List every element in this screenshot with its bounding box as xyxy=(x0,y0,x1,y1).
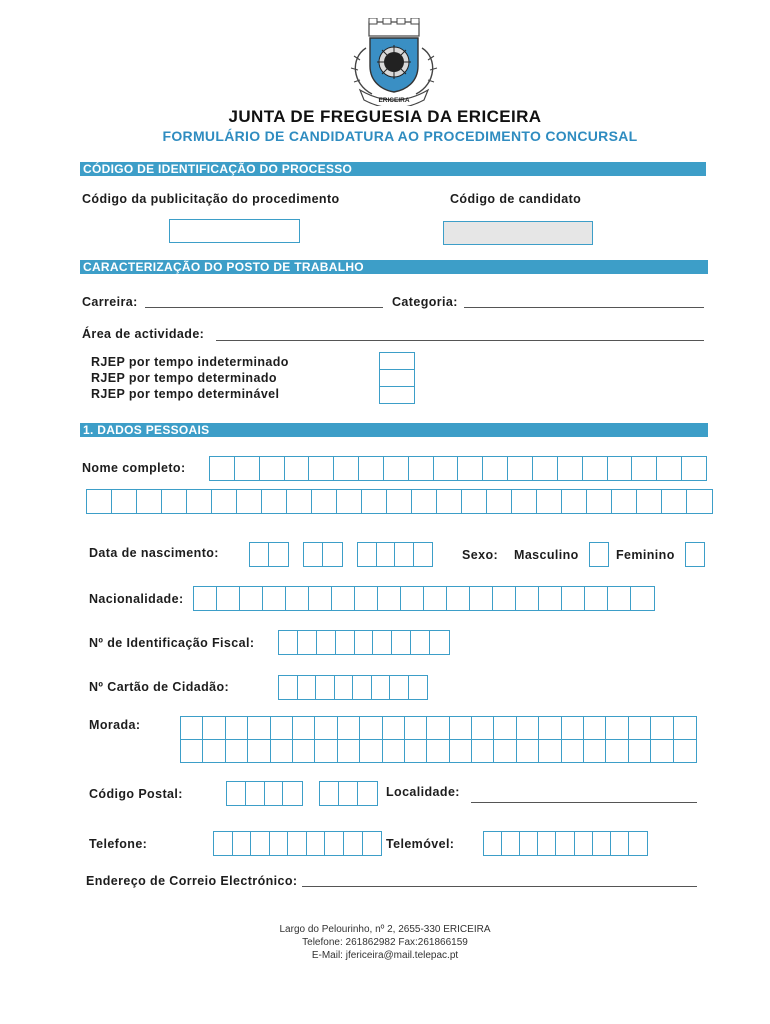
character-cell[interactable] xyxy=(389,675,409,700)
character-cell[interactable] xyxy=(583,716,607,740)
character-cell[interactable] xyxy=(225,739,249,763)
character-cell[interactable] xyxy=(262,586,287,611)
character-cell[interactable] xyxy=(234,456,260,481)
address-field-line2[interactable] xyxy=(180,739,695,763)
career-field[interactable] xyxy=(145,306,383,308)
character-cell[interactable] xyxy=(359,739,383,763)
character-cell[interactable] xyxy=(404,739,428,763)
character-cell[interactable] xyxy=(306,831,326,856)
character-cell[interactable] xyxy=(561,489,588,514)
character-cell[interactable] xyxy=(607,586,632,611)
character-cell[interactable] xyxy=(636,489,663,514)
character-cell[interactable] xyxy=(269,831,289,856)
character-cell[interactable] xyxy=(337,716,361,740)
character-cell[interactable] xyxy=(408,456,434,481)
character-cell[interactable] xyxy=(382,739,406,763)
character-cell[interactable] xyxy=(433,456,459,481)
character-cell[interactable] xyxy=(297,675,317,700)
character-cell[interactable] xyxy=(586,489,613,514)
character-cell[interactable] xyxy=(413,542,433,567)
character-cell[interactable] xyxy=(404,716,428,740)
page-title: JUNTA DE FREGUESIA DA ERICEIRA xyxy=(228,107,542,126)
character-cell[interactable] xyxy=(226,781,246,806)
character-cell[interactable] xyxy=(532,456,558,481)
character-cell[interactable] xyxy=(308,456,334,481)
character-cell[interactable] xyxy=(209,456,235,481)
character-cell[interactable] xyxy=(661,489,688,514)
postal-code-field-main[interactable] xyxy=(226,781,301,806)
female-checkbox[interactable] xyxy=(685,542,705,567)
character-cell[interactable] xyxy=(631,456,657,481)
activity-area-field[interactable] xyxy=(216,339,704,341)
category-field[interactable] xyxy=(464,306,704,308)
character-cell[interactable] xyxy=(592,831,612,856)
character-cell[interactable] xyxy=(311,489,338,514)
character-cell[interactable] xyxy=(516,739,540,763)
character-cell[interactable] xyxy=(492,586,517,611)
character-cell[interactable] xyxy=(211,489,238,514)
character-cell[interactable] xyxy=(493,739,517,763)
character-cell[interactable] xyxy=(264,781,284,806)
character-cell[interactable] xyxy=(394,542,414,567)
character-cell[interactable] xyxy=(357,542,377,567)
birth-day-field[interactable] xyxy=(249,542,287,567)
crest-logo xyxy=(346,18,442,106)
character-cell[interactable] xyxy=(471,739,495,763)
character-cell[interactable] xyxy=(686,489,713,514)
character-cell[interactable] xyxy=(358,456,384,481)
nationality-label: Nacionalidade: xyxy=(89,592,184,606)
character-cell[interactable] xyxy=(515,586,540,611)
character-cell[interactable] xyxy=(584,586,609,611)
section-heading-post: CARACTERIZAÇÃO DO POSTO DE TRABALHO xyxy=(80,260,708,274)
character-cell[interactable] xyxy=(193,586,218,611)
character-cell[interactable] xyxy=(338,781,359,806)
activity-area-label: Área de actividade: xyxy=(82,327,205,341)
rjep-option-indeterminate: RJEP por tempo indeterminado xyxy=(91,355,289,369)
character-cell[interactable] xyxy=(537,831,557,856)
character-cell[interactable] xyxy=(136,489,163,514)
mobile-field[interactable] xyxy=(483,831,646,856)
character-cell[interactable] xyxy=(486,489,513,514)
male-label: Masculino xyxy=(514,548,579,562)
character-cell[interactable] xyxy=(446,586,471,611)
character-cell[interactable] xyxy=(357,781,378,806)
character-cell[interactable] xyxy=(372,630,392,655)
character-cell[interactable] xyxy=(471,716,495,740)
postal-code-label: Código Postal: xyxy=(89,787,183,801)
candidate-code-label: Código de candidato xyxy=(450,192,582,206)
page-subtitle: FORMULÁRIO DE CANDIDATURA AO PROCEDIMENTO CONCURSAL xyxy=(162,128,638,144)
character-cell[interactable] xyxy=(650,739,674,763)
full-name-label: Nome completo: xyxy=(82,461,186,475)
footer-phones: Telefone: 261862982 Fax:261866159 xyxy=(302,937,468,948)
character-cell[interactable] xyxy=(225,716,249,740)
character-cell[interactable] xyxy=(239,586,264,611)
footer-email: E-Mail: jfericeira@mail.telepac.pt xyxy=(311,950,459,961)
birth-month-field[interactable] xyxy=(303,542,341,567)
category-label: Categoria: xyxy=(392,295,458,309)
character-cell[interactable] xyxy=(436,489,463,514)
character-cell[interactable] xyxy=(673,716,697,740)
character-cell[interactable] xyxy=(247,716,271,740)
character-cell[interactable] xyxy=(270,716,294,740)
character-cell[interactable] xyxy=(297,630,317,655)
character-cell[interactable] xyxy=(628,739,652,763)
character-cell[interactable] xyxy=(292,739,316,763)
character-cell[interactable] xyxy=(391,630,411,655)
character-cell[interactable] xyxy=(583,739,607,763)
rjep-option-determinate: RJEP por tempo determinado xyxy=(91,371,277,385)
character-cell[interactable] xyxy=(180,716,204,740)
locality-label: Localidade: xyxy=(386,785,460,799)
character-cell[interactable] xyxy=(278,675,298,700)
character-cell[interactable] xyxy=(324,831,344,856)
character-cell[interactable] xyxy=(359,716,383,740)
character-cell[interactable] xyxy=(292,716,316,740)
character-cell[interactable] xyxy=(561,739,585,763)
locality-field[interactable] xyxy=(471,801,697,803)
character-cell[interactable] xyxy=(673,739,697,763)
character-cell[interactable] xyxy=(382,716,406,740)
character-cell[interactable] xyxy=(284,456,310,481)
character-cell[interactable] xyxy=(610,831,630,856)
character-cell[interactable] xyxy=(216,586,241,611)
character-cell[interactable] xyxy=(376,542,396,567)
full-name-field-line2[interactable] xyxy=(86,489,711,514)
character-cell[interactable] xyxy=(538,586,563,611)
character-cell[interactable] xyxy=(354,586,379,611)
character-cell[interactable] xyxy=(278,630,298,655)
character-cell[interactable] xyxy=(261,489,288,514)
character-cell[interactable] xyxy=(319,781,340,806)
character-cell[interactable] xyxy=(259,456,285,481)
character-cell[interactable] xyxy=(482,456,508,481)
character-cell[interactable] xyxy=(337,739,361,763)
male-checkbox[interactable] xyxy=(589,542,609,567)
character-cell[interactable] xyxy=(555,831,575,856)
character-cell[interactable] xyxy=(383,456,409,481)
character-cell[interactable] xyxy=(493,716,517,740)
nationality-field[interactable] xyxy=(193,586,653,611)
character-cell[interactable] xyxy=(161,489,188,514)
character-cell[interactable] xyxy=(111,489,138,514)
character-cell[interactable] xyxy=(449,739,473,763)
character-cell[interactable] xyxy=(469,586,494,611)
character-cell[interactable] xyxy=(656,456,682,481)
character-cell[interactable] xyxy=(285,586,310,611)
character-cell[interactable] xyxy=(86,489,113,514)
character-cell[interactable] xyxy=(202,739,226,763)
character-cell[interactable] xyxy=(650,716,674,740)
character-cell[interactable] xyxy=(336,489,363,514)
character-cell[interactable] xyxy=(411,489,438,514)
character-cell[interactable] xyxy=(582,456,608,481)
character-cell[interactable] xyxy=(483,831,503,856)
nif-label: Nº de Identificação Fiscal: xyxy=(89,636,255,650)
character-cell[interactable] xyxy=(331,586,356,611)
sex-label: Sexo: xyxy=(462,548,499,562)
character-cell[interactable] xyxy=(538,739,562,763)
character-cell[interactable] xyxy=(247,739,271,763)
postal-code-field-suffix[interactable] xyxy=(319,781,376,806)
character-cell[interactable] xyxy=(314,739,338,763)
character-cell[interactable] xyxy=(186,489,213,514)
character-cell[interactable] xyxy=(245,781,265,806)
character-cell[interactable] xyxy=(457,456,483,481)
section-heading-process: CÓDIGO DE IDENTIFICAÇÃO DO PROCESSO xyxy=(80,162,706,176)
character-cell[interactable] xyxy=(315,675,335,700)
character-cell[interactable] xyxy=(516,716,540,740)
character-cell[interactable] xyxy=(628,831,648,856)
character-cell[interactable] xyxy=(335,630,355,655)
character-cell[interactable] xyxy=(270,739,294,763)
character-cell[interactable] xyxy=(286,489,313,514)
birth-date-label: Data de nascimento: xyxy=(89,546,219,560)
character-cell[interactable] xyxy=(333,456,359,481)
full-name-field-line1[interactable] xyxy=(209,456,706,481)
character-cell[interactable] xyxy=(362,831,382,856)
citizen-card-field[interactable] xyxy=(278,675,426,700)
character-cell[interactable] xyxy=(605,739,629,763)
character-cell[interactable] xyxy=(630,586,655,611)
character-cell[interactable] xyxy=(236,489,263,514)
character-cell[interactable] xyxy=(287,831,307,856)
character-cell[interactable] xyxy=(507,456,533,481)
character-cell[interactable] xyxy=(423,586,448,611)
character-cell[interactable] xyxy=(377,586,402,611)
footer-address: Largo do Pelourinho, nº 2, 2655-330 ERICEIRA xyxy=(279,924,491,935)
character-cell[interactable] xyxy=(400,586,425,611)
character-cell[interactable] xyxy=(607,456,633,481)
address-label: Morada: xyxy=(89,718,141,732)
character-cell[interactable] xyxy=(429,630,449,655)
character-cell[interactable] xyxy=(511,489,538,514)
email-field[interactable] xyxy=(302,885,697,887)
character-cell[interactable] xyxy=(352,675,372,700)
character-cell[interactable] xyxy=(361,489,388,514)
character-cell[interactable] xyxy=(202,716,226,740)
career-label: Carreira: xyxy=(82,295,138,309)
character-cell[interactable] xyxy=(308,586,333,611)
character-cell[interactable] xyxy=(180,739,204,763)
character-cell[interactable] xyxy=(282,781,302,806)
character-cell[interactable] xyxy=(354,630,374,655)
citizen-card-label: Nº Cartão de Cidadão: xyxy=(89,680,230,694)
character-cell[interactable] xyxy=(249,542,270,567)
phone-field[interactable] xyxy=(213,831,380,856)
female-label: Feminino xyxy=(616,548,675,562)
character-cell[interactable] xyxy=(232,831,252,856)
character-cell[interactable] xyxy=(316,630,336,655)
character-cell[interactable] xyxy=(461,489,488,514)
character-cell[interactable] xyxy=(343,831,363,856)
character-cell[interactable] xyxy=(268,542,289,567)
character-cell[interactable] xyxy=(605,716,629,740)
rjep-option-determinable: RJEP por tempo determinável xyxy=(91,387,280,401)
character-cell[interactable] xyxy=(628,716,652,740)
character-cell[interactable] xyxy=(574,831,594,856)
character-cell[interactable] xyxy=(322,542,343,567)
candidate-code-field xyxy=(443,221,593,245)
character-cell[interactable] xyxy=(426,739,450,763)
phone-label: Telefone: xyxy=(89,837,148,851)
character-cell[interactable] xyxy=(408,675,428,700)
publication-code-label: Código da publicitação do procedimento xyxy=(82,192,340,206)
character-cell[interactable] xyxy=(611,489,638,514)
character-cell[interactable] xyxy=(681,456,707,481)
character-cell[interactable] xyxy=(386,489,413,514)
nif-field[interactable] xyxy=(278,630,448,655)
crest-text: ERICEIRA xyxy=(378,97,410,104)
birth-year-field[interactable] xyxy=(357,542,431,567)
character-cell[interactable] xyxy=(410,630,430,655)
character-cell[interactable] xyxy=(561,586,586,611)
character-cell[interactable] xyxy=(557,456,583,481)
character-cell[interactable] xyxy=(536,489,563,514)
character-cell[interactable] xyxy=(501,831,521,856)
section-heading-personal: 1. DADOS PESSOAIS xyxy=(80,423,708,437)
character-cell[interactable] xyxy=(314,716,338,740)
mobile-label: Telemóvel: xyxy=(386,837,455,851)
character-cell[interactable] xyxy=(519,831,539,856)
character-cell[interactable] xyxy=(250,831,270,856)
character-cell[interactable] xyxy=(371,675,391,700)
character-cell[interactable] xyxy=(561,716,585,740)
character-cell[interactable] xyxy=(334,675,354,700)
publication-code-field[interactable] xyxy=(169,219,300,243)
address-field-line1[interactable] xyxy=(180,716,695,740)
character-cell[interactable] xyxy=(213,831,233,856)
rjep-checkbox-determinable[interactable] xyxy=(379,386,415,404)
rjep-checkbox-indeterminate[interactable] xyxy=(379,352,415,370)
character-cell[interactable] xyxy=(426,716,450,740)
character-cell[interactable] xyxy=(449,716,473,740)
character-cell[interactable] xyxy=(538,716,562,740)
rjep-checkbox-determinate[interactable] xyxy=(379,369,415,387)
email-label: Endereço de Correio Electrónico: xyxy=(86,874,298,888)
character-cell[interactable] xyxy=(303,542,324,567)
